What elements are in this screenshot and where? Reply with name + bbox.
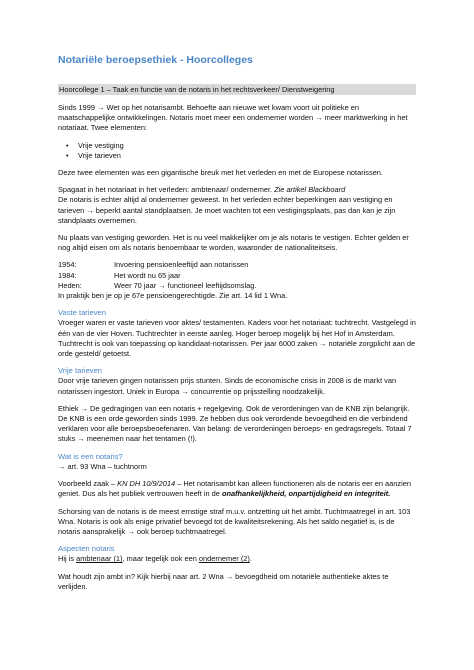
case-reference: KN DH 10/9/2014 <box>117 479 176 489</box>
paragraph-1999: Sinds 1999 → Wet op het notarisambt. Behoefte aan nieuwe wet kwam voort uit politieke en maatschappelijke ontwikkelingen. Notaris moet meer een ondernemer worden → meer marktwerking in het notariaat. Twee elementen: <box>58 103 408 133</box>
paragraph-vaste-tarieven: Vroeger waren er vaste tarieven voor aktes/ testamenten. Kaders voor het notariaat: tuchtrecht. Vastgelegd in één van de vier Hoven. Tuchtrechter in eerste aanleg. Hoger beroep mogelijk bij het Hof in Amsterdam. Tuchtrecht is ook van toepassing op kandidaat-notarissen. Per jaar 6000 zaken → notariële zorgplicht aan de orde gesteld/ getoetst. <box>58 318 416 359</box>
elements-list <box>58 141 416 161</box>
paragraph-breuk: Deze twee elementen was een gigantische breuk met het verleden en met de Europese notarissen. <box>58 168 383 178</box>
list-item: • Vrije tarieven <box>58 151 416 161</box>
voorbeeld-intro: Voorbeeld zaak – <box>58 479 118 489</box>
paragraph-ambt: Wat houdt zijn ambt in? Kijk hierbij naar art. 2 Wna → bevoegdheid om notariële authentieke aktes te verlijden. <box>58 571 389 591</box>
timeline-row <box>58 271 416 281</box>
paragraph-spagaat <box>58 185 416 226</box>
core-values: onafhankelijkheid, onpartijdigheid en integriteit. <box>221 489 391 499</box>
paragraph-vrije-tarieven: Door vrije tarieven gingen notarissen prijs stunten. Sinds de economische crisis in 2008 is de markt van notarissen ingestort. Uniek in Europa → concurrentie op prijsstelling noodzakelijk. <box>58 376 397 396</box>
lecture-heading: Hoorcollege 1 – Taak en functie van de notaris in het rechtsverkeer/ Dienstweigering <box>58 84 416 95</box>
spagaat-reference: Zie artikel Blackboard <box>274 185 346 195</box>
aspect-ondernemer: ondernemer (2) <box>198 554 250 564</box>
timeline-note: In praktijk ben je op je 67e pensioengerechtigde. Zie art. 14 lid 1 Wna. <box>58 291 288 301</box>
aspect-ambtenaar: ambtenaar (1) <box>76 554 123 564</box>
paragraph-voorbeeld <box>58 479 416 499</box>
timeline-year: Heden: <box>58 280 82 290</box>
voorbeeld-body: – Het notarisambt kan alleen functioneren als de notaris eer en aanzien geniet. Dus als het publiek vertrouwen heeft in de <box>58 479 411 499</box>
timeline-text: Weer 70 jaar → functioneel leeftijdsomslag. <box>114 280 257 290</box>
aspecten-mid: , maar tegelijk ook een <box>122 554 199 564</box>
paragraph-aspecten <box>58 554 416 564</box>
heading-wat-is-notaris: Wat is een notaris? <box>58 451 123 461</box>
timeline-row <box>58 281 416 291</box>
timeline-year: 1984: <box>58 270 77 280</box>
aspecten-end: . <box>249 554 252 564</box>
paragraph-vestiging: Nu plaats van vestiging geworden. Het is nu veel makkelijker om je als notaris te vestigen. Echter gelden er nog altijd eisen om als notaris benoembaar te worden, waaronder de nationaliteitseis. <box>58 233 409 253</box>
page-title: Notariële beroepsethiek - Hoorcolleges <box>58 54 253 66</box>
list-item: • Vrije vestiging <box>58 141 416 151</box>
spagaat-rest: De notaris is echter altijd al ondernemer geweest. In het verleden echter beperkingen aan vestiging en tarieven → beperkt aantal standplaatsen. Je moet wachten tot een vestigingsplaats, pas dan kan je zijn standplaats overnemen. <box>58 195 396 225</box>
heading-vaste-tarieven: Vaste tarieven <box>58 308 106 318</box>
paragraph-ethiek: Ethiek → De gedragingen van een notaris + regelgeving. Ook de verordeningen van de KNB zijn belangrijk. De KNB is een orde geworden sinds 1999. Ze hebben dus ook verordende bevoegdheid en die verbindend verklaren voor alle beroepsbeoefenaren. Van belang: de verordeningen beroeps- en gedragsregels. Totaal 7 stuks → meenemen naar het tentamen (!). <box>58 403 412 444</box>
heading-vrije-tarieven: Vrije tarieven <box>58 366 103 376</box>
timeline-text: Het wordt nu 65 jaar <box>114 270 181 280</box>
timeline-row <box>58 260 416 270</box>
paragraph-tuchtnorm: → art. 93 Wna – tuchtnorm <box>58 461 147 471</box>
heading-aspecten: Aspecten notaris <box>58 544 115 554</box>
timeline-year: 1954: <box>58 260 77 270</box>
timeline-text: Invoering pensioenleeftijd aan notarissen <box>114 260 249 270</box>
timeline <box>58 260 416 291</box>
aspecten-intro: Hij is <box>58 554 77 564</box>
paragraph-schorsing: Schorsing van de notaris is de meest ernstige straf m.u.v. ontzetting uit het ambt. Tuchtmaatregel in art. 103 Wna. Notaris is ook als enige privatief bevoegd tot de kwaliteitsrekening. Als het saldo negatief is, is de notaris aansprakelijk → ook beroep tuchtmaatregel. <box>58 506 411 536</box>
spagaat-text: Spagaat in het notariaat in het verleden: ambtenaar/ ondernemer. <box>58 185 275 195</box>
